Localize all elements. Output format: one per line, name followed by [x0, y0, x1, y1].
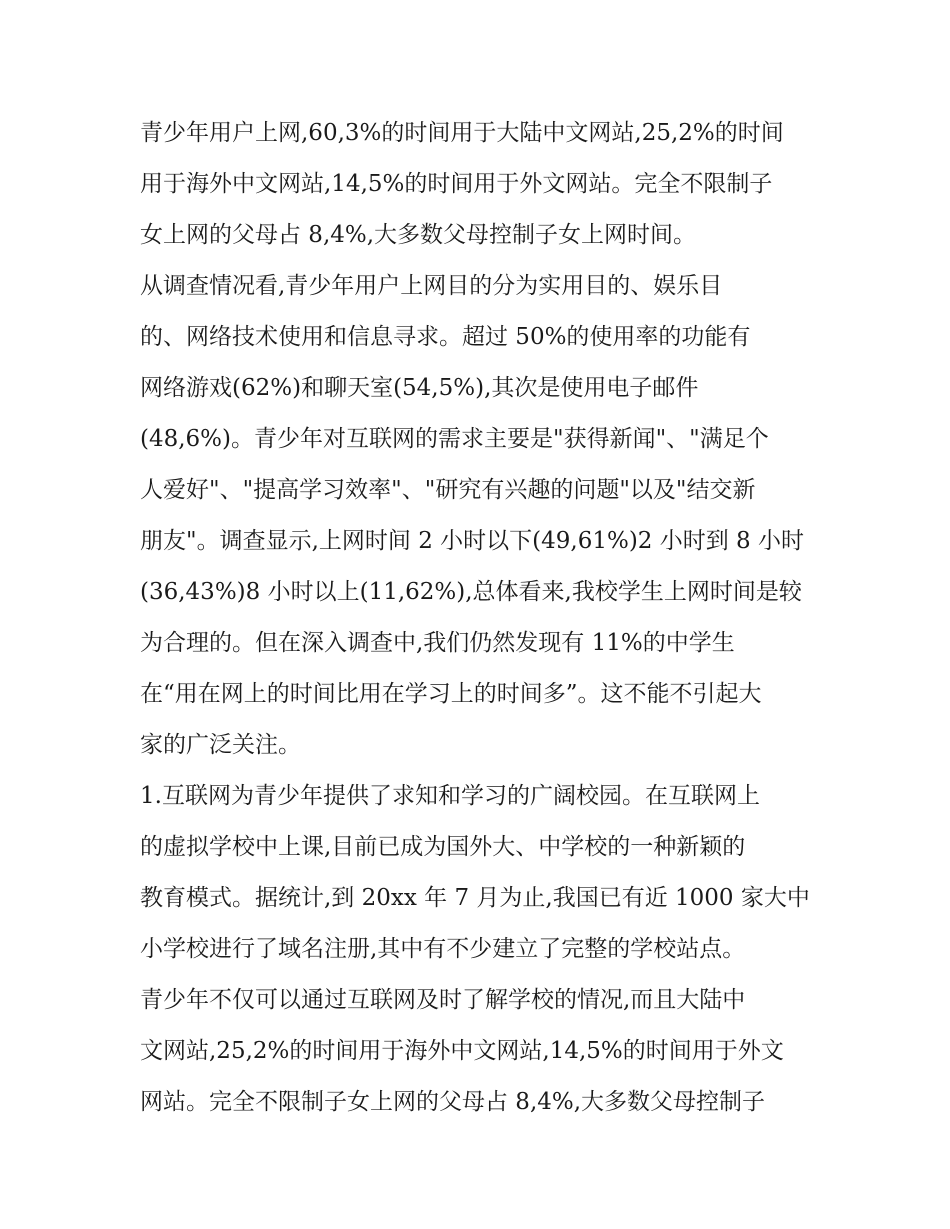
body-text [140, 108, 820, 1128]
text-line-11: 为合理的。但在深入调查中,我们仍然发现有 11%的中学生 [140, 630, 735, 656]
text-line-3: 女上网的父母占 8,4%,大多数父母控制子女上网时间。 [140, 222, 697, 248]
text-line-12: 在“用在网上的时间比用在学习上的时间多”。这不能不引起大 [140, 681, 762, 707]
text-line-15: 的虚拟学校中上课,目前已成为国外大、中学校的一种新颖的 [140, 834, 746, 860]
text-line-6: 网络游戏(62%)和聊天室(54,5%),其次是使用电子邮件 [140, 375, 699, 401]
text-line-1: 青少年用户上网,60,3%的时间用于大陆中文网站,25,2%的时间 [140, 120, 784, 146]
text-line-10: (36,43%)8 小时以上(11,62%),总体看来,我校学生上网时间是较 [140, 579, 802, 605]
text-line-18: 青少年不仅可以通过互联网及时了解学校的情况,而且大陆中 [140, 987, 746, 1013]
text-line-5: 的、网络技术使用和信息寻求。超过 50%的使用率的功能有 [140, 324, 751, 350]
text-line-4: 从调查情况看,青少年用户上网目的分为实用目的、娱乐目 [140, 273, 723, 299]
text-line-13: 家的广泛关注。 [140, 732, 301, 758]
text-line-9: 朋友"。调查显示,上网时间 2 小时以下(49,61%)2 小时到 8 小时 [140, 528, 804, 554]
text-line-20: 网站。完全不限制子女上网的父母占 8,4%,大多数父母控制子 [140, 1089, 766, 1115]
text-line-7: (48,6%)。青少年对互联网的需求主要是"获得新闻"、"满足个 [140, 426, 769, 452]
text-line-8: 人爱好"、"提高学习效率"、"研究有兴趣的问题"以及"结交新 [140, 477, 756, 503]
text-line-2: 用于海外中文网站,14,5%的时间用于外文网站。完全不限制子 [140, 171, 773, 197]
text-line-16: 教育模式。据统计,到 20xx 年 7 月为止,我国已有近 1000 家大中 [140, 885, 810, 911]
text-line-17: 小学校进行了域名注册,其中有不少建立了完整的学校站点。 [140, 936, 746, 962]
text-line-19: 文网站,25,2%的时间用于海外中文网站,14,5%的时间用于外文 [140, 1038, 784, 1064]
text-line-14: 1.互联网为青少年提供了求知和学习的广阔校园。在互联网上 [140, 783, 760, 809]
